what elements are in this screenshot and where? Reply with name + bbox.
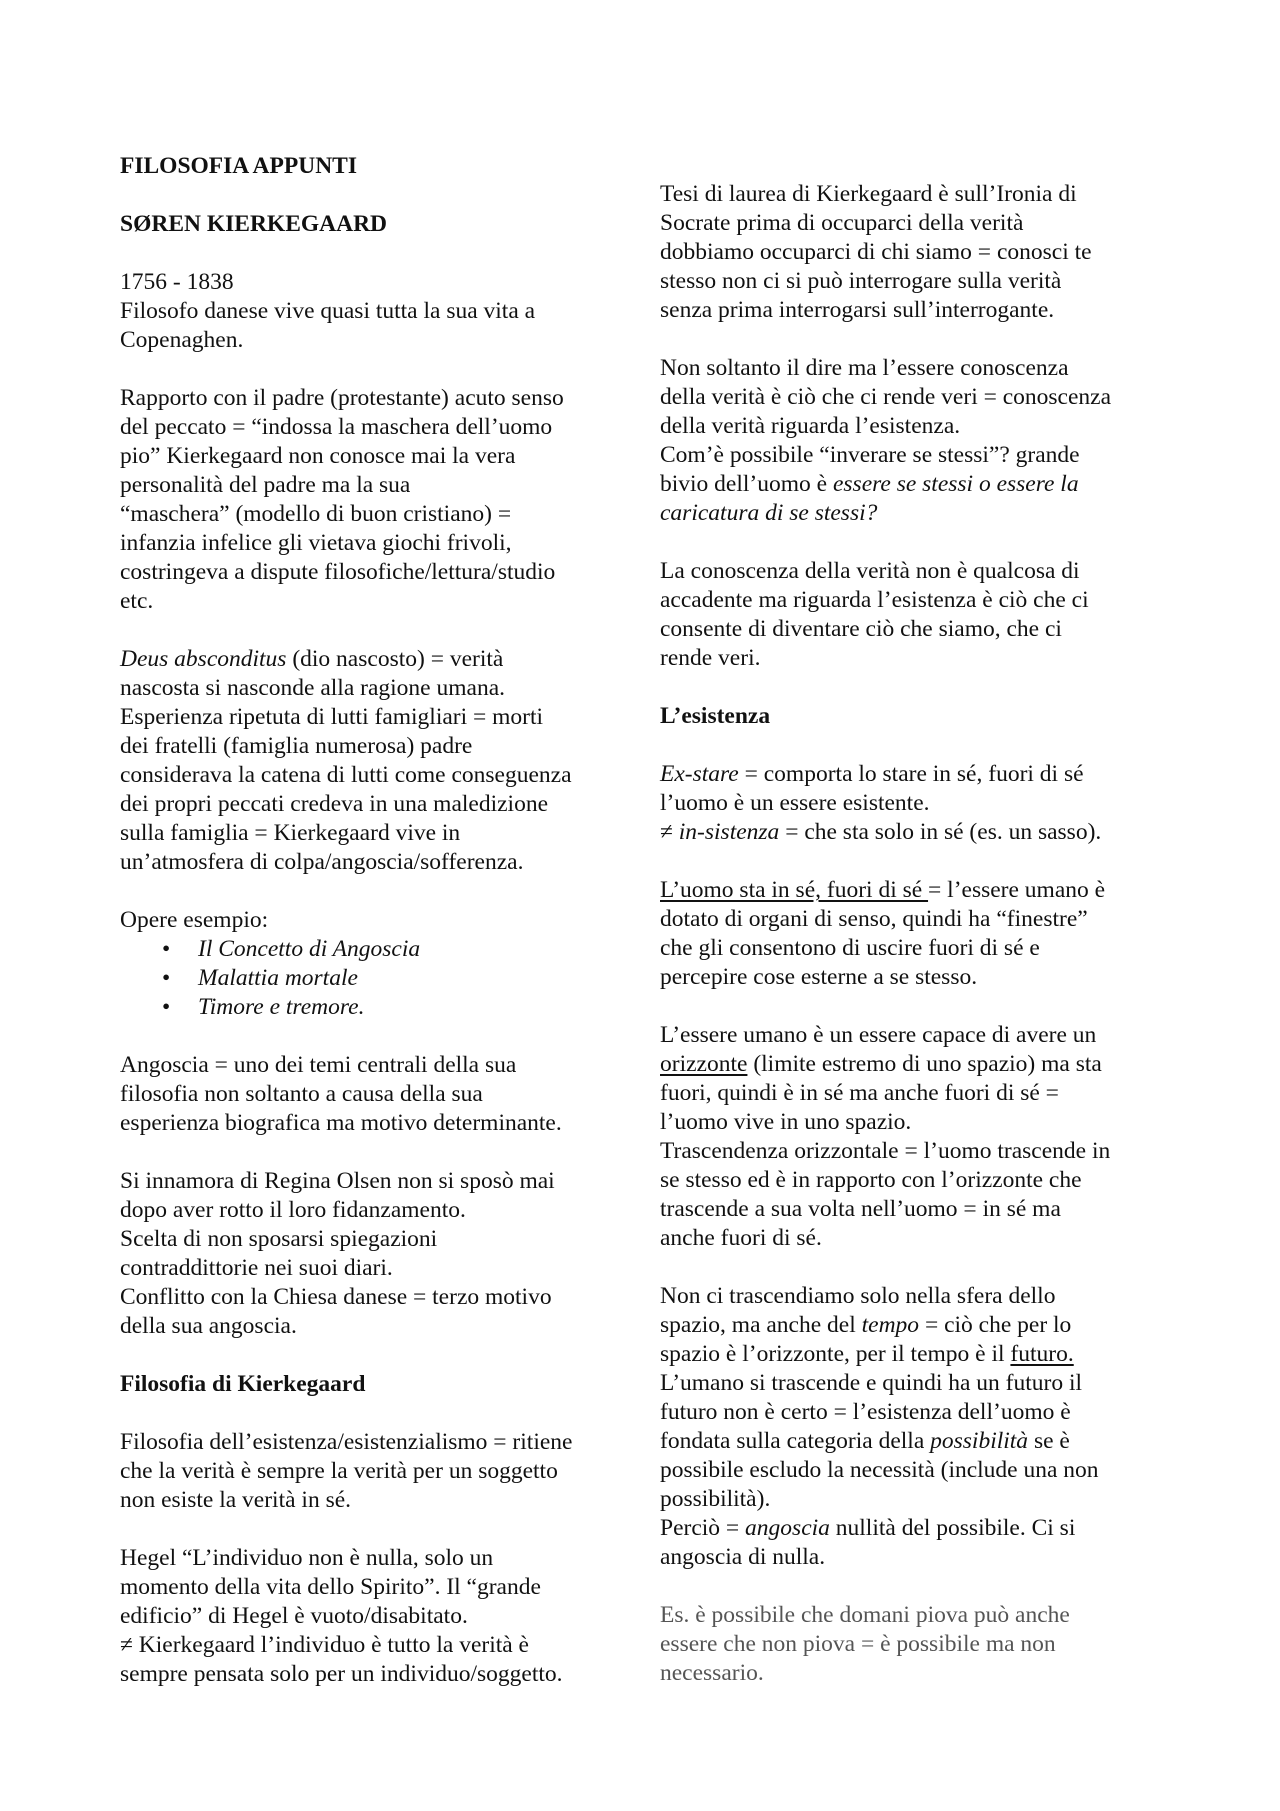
text-line: filosofia non soltanto a causa della sua — [120, 1081, 483, 1107]
text-line: Tesi di laurea di Kierkegaard è sull’Ironia di — [660, 181, 1077, 207]
works-list — [120, 935, 632, 1022]
text-line: Esperienza ripetuta di lutti famigliari = morti — [120, 704, 544, 730]
orizzonte-paragraph: L’essere umano è un essere capace di avere un orizzonte (limite estremo di uno spazio) ma sta fuori, quindi è in sé ma anche fuori di sé = l’uomo vive in uno spazio. Trascendenza orizzontale = l’uomo trascende in se stesso ed è in rapporto con l’orizzonte che trascende a sua volta nell’uomo = in sé ma anche fuori di sé. — [660, 1021, 1170, 1253]
text-line: se stesso ed è in rapporto con l’orizzonte che — [660, 1167, 1082, 1193]
thesis-paragraph — [660, 180, 1170, 325]
text-line: pio” Kierkegaard non conosce mai la vera — [120, 443, 516, 469]
father-paragraph — [120, 384, 632, 616]
text-line: etc. — [120, 588, 154, 614]
text-line: nascosta si nasconde alla ragione umana. — [120, 675, 505, 701]
angoscia-word: angoscia — [745, 1515, 830, 1541]
document-title: FILOSOFIA APPUNTI — [120, 153, 357, 179]
text-line: costringeva a dispute filosofiche/lettura/studio — [120, 559, 556, 585]
text-line: fuori, quindi è in sé ma anche fuori di sé = — [660, 1080, 1059, 1106]
text-line: anche fuori di sé. — [660, 1225, 822, 1251]
text-line: percepire cose esterne a se stesso. — [660, 964, 978, 990]
right-column — [660, 180, 1170, 1717]
philosophy-heading: Filosofia di Kierkegaard — [120, 1371, 366, 1397]
text-line: rende veri. — [660, 645, 761, 671]
works-label: Opere esempio: — [120, 907, 269, 933]
text-line: necessario. — [660, 1660, 764, 1686]
text-line: non esiste la verità in sé. — [120, 1487, 352, 1513]
text-line: un’atmosfera di colpa/angoscia/sofferenza. — [120, 849, 524, 875]
text-line: sulla famiglia = Kierkegaard vive in — [120, 820, 461, 846]
text-line: angoscia di nulla. — [660, 1544, 826, 1570]
text-line: consente di diventare ciò che siamo, che ci — [660, 616, 1062, 642]
text-fragment: (dio nascosto) = verità — [286, 646, 504, 672]
text-line: l’uomo è un essere esistente. — [660, 790, 930, 816]
dates: 1756 - 1838 — [120, 269, 234, 295]
esistenza-heading: L’esistenza — [660, 703, 771, 729]
text-line: sempre pensata solo per un individuo/soggetto. — [120, 1661, 563, 1687]
text-line: che gli consentono di uscire fuori di sé e — [660, 935, 1040, 961]
bivio-italic-2: caricatura di se stessi? — [660, 500, 878, 526]
text-line: possibile escludo la necessità (include una non — [660, 1457, 1099, 1483]
text-line: della sua angoscia. — [120, 1313, 297, 1339]
bullet: • — [162, 994, 171, 1020]
text-line: della verità è ciò che ci rende veri = conoscenza — [660, 384, 1112, 410]
text-line: personalità del padre ma la sua — [120, 472, 411, 498]
text-line: della verità riguarda l’esistenza. — [660, 413, 961, 439]
bio-text: Filosofo danese vive quasi tutta la sua vita a Copenaghen. — [120, 298, 536, 353]
text-line: Angoscia = uno dei temi centrali della sua — [120, 1052, 517, 1078]
text-line: infanzia infelice gli vietava giochi frivoli, — [120, 530, 512, 556]
text-line: Non ci trascendiamo solo nella sfera dello — [660, 1283, 1056, 1309]
text-line: Scelta di non sposarsi spiegazioni — [120, 1226, 438, 1252]
regina-paragraph — [120, 1167, 632, 1341]
text-line: accadente ma riguarda l’esistenza è ciò che ci — [660, 587, 1089, 613]
list-item: • Malattia mortale — [162, 965, 358, 991]
bivio-italic: essere se stessi o essere la — [832, 471, 1079, 497]
text-line: essere che non piova = è possibile ma non — [660, 1631, 1056, 1657]
deus-term: Deus absconditus — [120, 646, 287, 672]
text-line: del peccato = “indossa la maschera dell’uomo — [120, 414, 553, 440]
text-line: Socrate prima di occuparci della verità — [660, 210, 1024, 236]
text-line: dei propri peccati credeva in una maledizione — [120, 791, 549, 817]
text-line: dotato di organi di senso, quindi ha “finestre” — [660, 906, 1088, 932]
text-line: L’essere umano è un essere capace di avere un — [660, 1022, 1097, 1048]
text-line: Non soltanto il dire ma l’essere conoscenza — [660, 355, 1069, 381]
text-line: dopo aver rotto il loro fidanzamento. — [120, 1197, 466, 1223]
deus-paragraph — [120, 645, 632, 877]
angoscia-paragraph — [120, 1051, 632, 1138]
text-line: “maschera” (modello di buon cristiano) = — [120, 501, 512, 527]
text-line: Conflitto con la Chiesa danese = terzo motivo — [120, 1284, 552, 1310]
bullet: • — [162, 936, 171, 962]
text-line: esperienza biografica ma motivo determinante. — [120, 1110, 562, 1136]
text-line: L’umano si trascende e quindi ha un futuro il — [660, 1370, 1083, 1396]
text-line: dobbiamo occuparci di chi siamo = conosci te — [660, 239, 1092, 265]
existence-paragraph — [120, 1428, 632, 1515]
uomo-paragraph: L’uomo sta in sé, fuori di sé = l’essere umano è dotato di organi di senso, quindi ha “finestre” che gli consentono di uscire fuori di sé e percepire cose esterne a se stesso. — [660, 876, 1170, 992]
underlined-phrase: L’uomo sta in sé, fuori di sé — [660, 877, 929, 903]
text-line: senza prima interrogarsi sull’interrogante. — [660, 297, 1055, 323]
text-line: La conoscenza della verità non è qualcosa di — [660, 558, 1080, 584]
text-line: considerava la catena di lutti come conseguenza — [120, 762, 572, 788]
text-line: Si innamora di Regina Olsen non si sposò mai — [120, 1168, 555, 1194]
left-column — [120, 152, 632, 1718]
orizzonte-word: orizzonte — [660, 1051, 748, 1077]
tempo-word: tempo — [861, 1312, 920, 1338]
list-item: • Timore e tremore. — [162, 994, 365, 1020]
exstare-paragraph: Ex-stare = comporta lo stare in sé, fuori di sé l’uomo è un essere esistente. ≠ in-sistenza = che sta solo in sé (es. un sasso). — [660, 760, 1170, 847]
text-line: dei fratelli (famiglia numerosa) padre — [120, 733, 473, 759]
text-line: Hegel “L’individuo non è nulla, solo un — [120, 1545, 494, 1571]
bio-paragraph — [120, 268, 632, 355]
text-line: futuro non è certo = l’esistenza dell’uomo è — [660, 1399, 1071, 1425]
author-heading: SØREN KIERKEGAARD — [120, 211, 388, 237]
text-line: Trascendenza orizzontale = l’uomo trascende in — [660, 1138, 1111, 1164]
text-line: Filosofia dell’esistenza/esistenzialismo = ritiene — [120, 1429, 573, 1455]
text-line: che la verità è sempre la verità per un soggetto — [120, 1458, 558, 1484]
text-line: Es. è possibile che domani piova può anche — [660, 1602, 1070, 1628]
possibilita-word: possibilità — [930, 1428, 1029, 1454]
example-paragraph — [660, 1601, 1170, 1688]
text-line: edificio” di Hegel è vuoto/disabitato. — [120, 1603, 468, 1629]
not-equal-symbol: ≠ — [660, 819, 679, 845]
text-line: momento della vita dello Spirito”. Il “grande — [120, 1574, 541, 1600]
text-line: Rapporto con il padre (protestante) acuto senso — [120, 385, 564, 411]
list-item: • Il Concetto di Angoscia — [162, 936, 421, 962]
text-line: l’uomo vive in uno spazio. — [660, 1109, 912, 1135]
bullet: • — [162, 965, 171, 991]
text-line: contraddittorie nei suoi diari. — [120, 1255, 393, 1281]
insistenza-term: in-sistenza — [678, 819, 780, 845]
text-line: Com’è possibile “inverare se stessi”? grande — [660, 442, 1080, 468]
tempo-paragraph: Non ci trascendiamo solo nella sfera dello spazio, ma anche del tempo = ciò che per lo spazio è l’orizzonte, per il tempo è il futuro. L’umano si trascende e quindi ha un futuro il futuro non è certo = l’esistenza dell’uomo è fondata sulla categoria della possibilità se è possibile escludo la necessità (include una non possibilità). Perciò = angoscia nullità del possibile. Ci si angoscia di nulla. — [660, 1282, 1170, 1572]
exstare-term: Ex-stare — [660, 761, 739, 787]
text-line: stesso non ci si può interrogare sulla verità — [660, 268, 1062, 294]
futuro-word: futuro. — [1010, 1341, 1074, 1367]
hegel-paragraph — [120, 1544, 632, 1689]
text-line: ≠ Kierkegaard l’individuo è tutto la verità è — [120, 1632, 529, 1658]
essere-paragraph: Non soltanto il dire ma l’essere conoscenza della verità è ciò che ci rende veri = conoscenza della verità riguarda l’esistenza. Com’è possibile “inverare se stessi”? grande bivio dell’uomo è essere se stessi o essere la caricatura di se stessi? — [660, 354, 1170, 528]
text-line: possibilità). — [660, 1486, 771, 1512]
knowledge-paragraph — [660, 557, 1170, 673]
text-line: trascende a sua volta nell’uomo = in sé ma — [660, 1196, 1061, 1222]
